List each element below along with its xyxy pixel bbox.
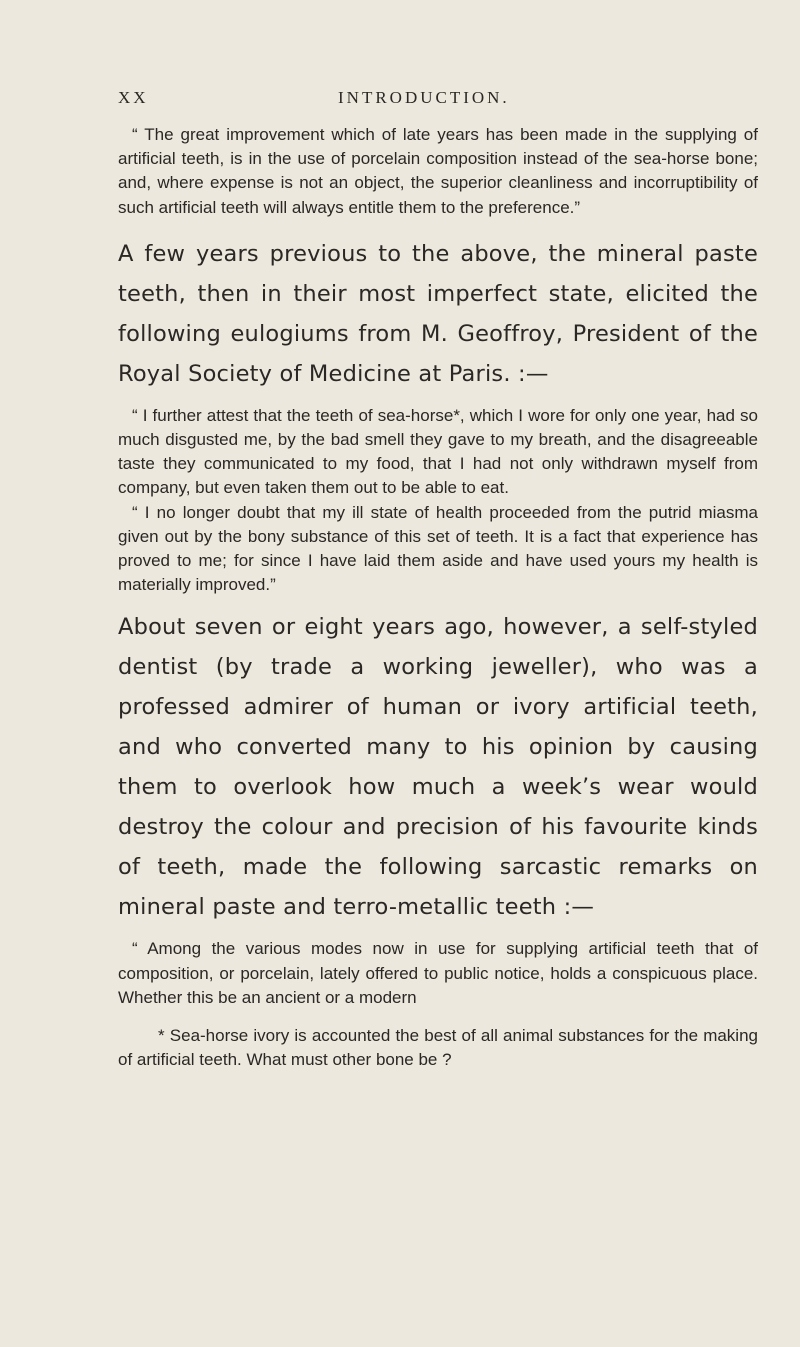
page-number: XX (118, 88, 149, 107)
body-paragraph: About seven or eight years ago, however, a self-styled dentist (by trade a working jeweller), who was a professed admirer of human or ivory artificial teeth, and who converted many to his opinion by causing them to overlook how much a week’s wear would destroy the colour and precision of his favourite kinds of teeth, made the following sarcastic remarks on mineral paste and terro-metallic teeth :— (118, 614, 758, 921)
footnote: * Sea-horse ivory is accounted the best of all animal substances for the making of artificial teeth. What must other bone be ? (118, 1026, 758, 1070)
quote-block: “ The great improvement which of late years has been made in the supplying of artificial teeth, is in the use of porcelain composition instead of the sea-horse bone; and, where expense is not an object, the superior cleanliness and incorruptibility of such artificial teeth will always entitle them to the preference.” (118, 125, 758, 217)
quote-block: “ Among the various modes now in use for supplying artificial teeth that of composition, or porcelain, lately offered to public notice, holds a conspicuous place. Whether this be an ancient or a modern (118, 939, 758, 1007)
page-header (118, 88, 758, 112)
running-head: INTRODUCTION. (338, 88, 510, 107)
quote-block: “ I further attest that the teeth of sea-horse*, which I wore for only one year, had so much disgusted me, by the bad smell they gave to my breath, and the disagreeable taste they communicated to my food, that I had not only withdrawn myself from company, but even taken them out to be able to eat. (118, 405, 758, 498)
quote-block: “ I no longer doubt that my ill state of health proceeded from the putrid miasma given out by the bony substance of this set of teeth. It is a fact that experience has proved to me; for since I have laid them aside and have used yours my health is materially improved.” (118, 502, 758, 595)
body-paragraph: A few years previous to the above, the mineral paste teeth, then in their most imperfect state, elicited the following eulogiums from M. Geoffroy, President of the Royal Society of Medicine at Paris. :— (118, 240, 758, 387)
page-content (118, 123, 758, 1072)
